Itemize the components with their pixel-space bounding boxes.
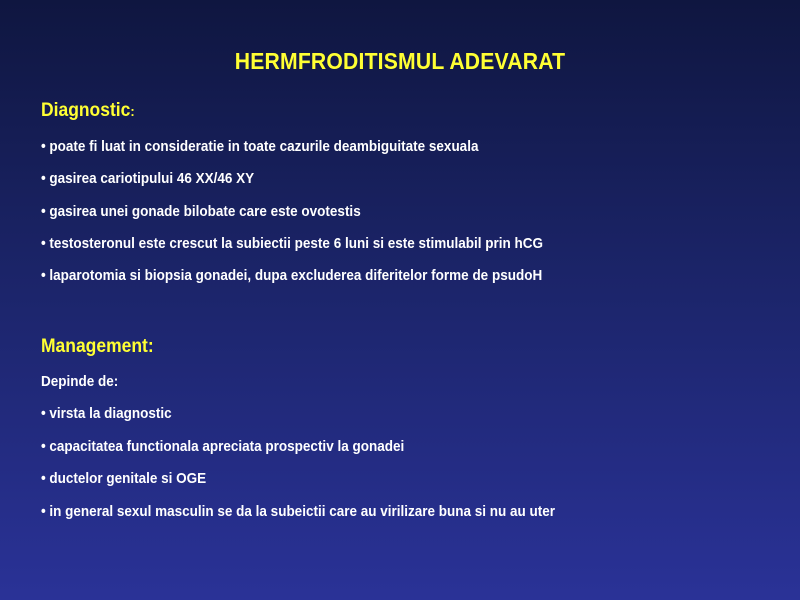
- diagnostic-bullet-text: gasirea cariotipului 46 XX/46 XY: [49, 170, 255, 187]
- bullet-marker: •: [41, 170, 46, 187]
- diagnostic-bullet-text: poate fi luat in consideratie in toate cazurile deambiguitate sexuala: [49, 138, 479, 155]
- diagnostic-bullet-2: [41, 170, 254, 187]
- management-bullet-text: ductelor genitale si OGE: [49, 470, 207, 487]
- diagnostic-bullet-4: [41, 235, 543, 252]
- diagnostic-bullet-text: testosteronul este crescut la subiectii peste 6 luni si este stimulabil prin hCG: [49, 235, 543, 252]
- management-bullet-2: [41, 438, 404, 455]
- management-heading: Management:: [41, 336, 154, 357]
- management-bullet-3: [41, 470, 206, 487]
- management-bullet-text: in general sexul masculin se da la subeictii care au virilizare buna si nu au uter: [49, 503, 556, 520]
- bullet-marker: •: [41, 470, 46, 487]
- diagnostic-heading-text: Diagnostic: [41, 100, 131, 121]
- bullet-marker: •: [41, 203, 46, 220]
- bullet-marker: •: [41, 503, 46, 520]
- bullet-marker: •: [41, 235, 46, 252]
- management-bullet-4: [41, 503, 555, 520]
- diagnostic-heading-colon: :: [130, 103, 135, 119]
- diagnostic-bullet-text: gasirea unei gonade bilobate care este ovotestis: [49, 203, 361, 220]
- bullet-marker: •: [41, 267, 46, 284]
- bullet-marker: •: [41, 438, 46, 455]
- diagnostic-bullet-5: [41, 267, 542, 284]
- bullet-marker: •: [41, 138, 46, 155]
- diagnostic-heading: [41, 100, 135, 122]
- management-bullet-1: [41, 405, 172, 422]
- slide-title: HERMFRODITISMUL ADEVARAT: [234, 48, 566, 74]
- diagnostic-bullet-3: [41, 203, 361, 220]
- diagnostic-bullet-1: [41, 138, 478, 155]
- management-bullet-text: capacitatea functionala apreciata prospectiv la gonadei: [49, 438, 405, 455]
- management-intro: Depinde de:: [41, 373, 119, 390]
- bullet-marker: •: [41, 405, 46, 422]
- diagnostic-bullet-text: laparotomia si biopsia gonadei, dupa excluderea diferitelor forme de psudoH: [49, 267, 543, 284]
- management-bullet-text: virsta la diagnostic: [49, 405, 172, 422]
